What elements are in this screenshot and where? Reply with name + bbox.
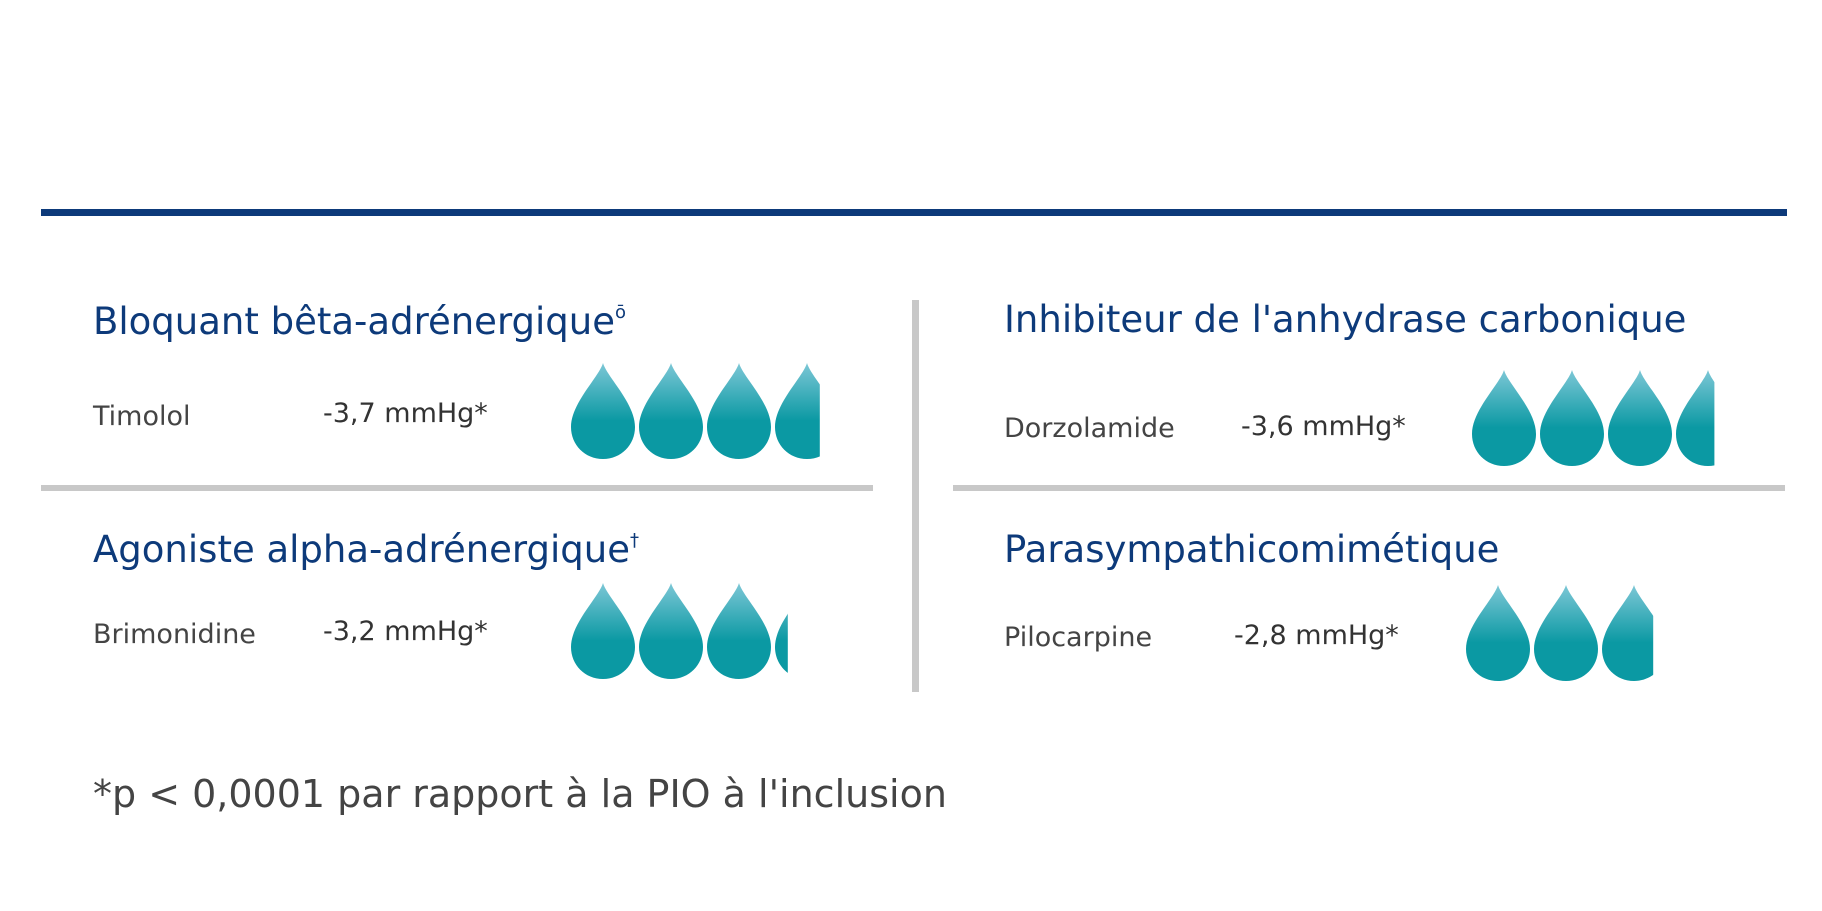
drop-icon bbox=[1472, 370, 1536, 466]
value-label: -2,8 mmHg* bbox=[1234, 620, 1399, 651]
drops-pictograph bbox=[1466, 585, 1706, 685]
drop-icon bbox=[1534, 585, 1598, 681]
drug-name: Timolol bbox=[93, 401, 191, 432]
drug-name: Brimonidine bbox=[93, 619, 256, 650]
partial-drop-icon bbox=[775, 363, 839, 459]
value-label: -3,7 mmHg* bbox=[323, 398, 488, 429]
panel-title: Agoniste alpha-adrénergique† bbox=[93, 528, 639, 571]
top-rule bbox=[41, 209, 1787, 216]
panel-title: Inhibiteur de l'anhydrase carbonique bbox=[1004, 298, 1687, 341]
partial-drop-icon bbox=[1602, 585, 1666, 681]
drop-icon bbox=[639, 583, 703, 679]
row-divider bbox=[41, 485, 873, 491]
partial-drop-icon bbox=[775, 583, 839, 679]
drop-icon bbox=[639, 363, 703, 459]
drop-icon bbox=[1608, 370, 1672, 466]
drops-pictograph bbox=[571, 363, 811, 463]
drug-name: Dorzolamide bbox=[1004, 413, 1175, 444]
panel-title: Parasympathicomimétique bbox=[1004, 528, 1500, 571]
drops-pictograph bbox=[1472, 370, 1712, 470]
drop-icon bbox=[707, 363, 771, 459]
partial-drop-icon bbox=[1676, 370, 1740, 466]
value-label: -3,6 mmHg* bbox=[1241, 411, 1406, 442]
drop-icon bbox=[1540, 370, 1604, 466]
drop-icon bbox=[707, 583, 771, 679]
footnote: *p < 0,0001 par rapport à la PIO à l'inclusion bbox=[93, 772, 947, 816]
panel-title: Bloquant bêta-adrénergique$^ō$ bbox=[93, 300, 626, 343]
drug-name: Pilocarpine bbox=[1004, 622, 1153, 653]
drop-icon bbox=[571, 363, 635, 459]
drop-icon bbox=[571, 583, 635, 679]
drops-pictograph bbox=[571, 583, 811, 683]
drop-icon bbox=[1466, 585, 1530, 681]
row-divider bbox=[953, 485, 1785, 491]
column-divider bbox=[912, 300, 919, 692]
value-label: -3,2 mmHg* bbox=[323, 616, 488, 647]
